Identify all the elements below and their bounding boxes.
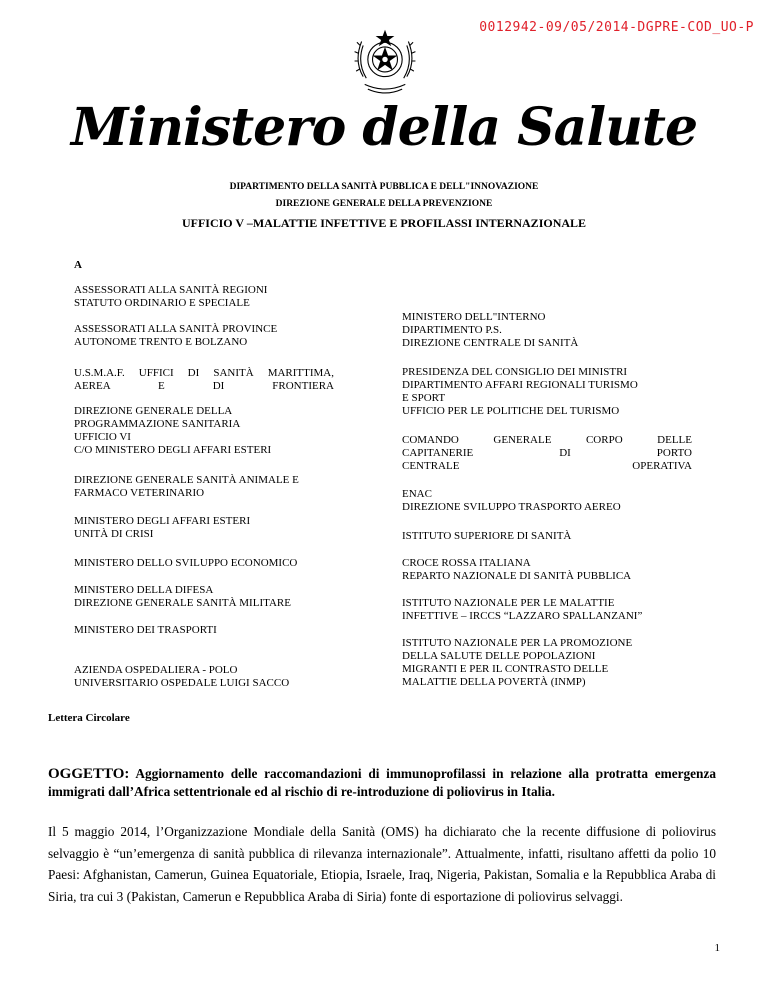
addressee: MINISTERO DELLO SVILUPPO ECONOMICO — [74, 557, 298, 569]
addressee: COMANDO GENERALE CORPO DELLE CAPITANERIE DI PORTO CENTRALE OPERATIVA — [402, 434, 692, 472]
addressee: ISTITUTO NAZIONALE PER LE MALATTIE INFETTIVE – IRCCS “LAZZARO SPALLANZANI” — [402, 597, 643, 622]
subject-paragraph — [48, 765, 716, 800]
subject-label: OGGETTO: — [48, 766, 130, 782]
italian-republic-emblem — [346, 22, 424, 100]
department-name: DIPARTIMENTO DELLA SANITÀ PUBBLICA E DELL"INNOVAZIONE — [229, 182, 539, 192]
addressee: DIREZIONE GENERALE SANITÀ ANIMALE E FARMACO VETERINARIO — [74, 474, 299, 499]
addressee: U.S.M.A.F. UFFICI DI SANITÀ MARITTIMA, AEREA E DI FRONTIERA — [74, 367, 334, 392]
addressee: DIREZIONE GENERALE DELLA PROGRAMMAZIONE SANITARIA UFFICIO VI C/O MINISTERO DEGLI AFFARI ESTERI — [74, 405, 272, 456]
addressees-label: A — [74, 259, 82, 271]
addressee: CROCE ROSSA ITALIANA REPARTO NAZIONALE DI SANITÀ PUBBLICA — [402, 557, 632, 582]
addressee: ASSESSORATI ALLA SANITÀ REGIONI STATUTO ORDINARIO E SPECIALE — [74, 284, 268, 309]
addressee: AZIENDA OSPEDALIERA - POLO UNIVERSITARIO OSPEDALE LUIGI SACCO — [74, 664, 290, 689]
office-name: UFFICIO V –MALATTIE INFETTIVE E PROFILASSI INTERNAZIONALE — [181, 216, 587, 230]
ministry-wordmark: Ministero della Salute — [70, 97, 698, 158]
protocol-number: 0012942-09/05/2014-DGPRE-COD_UO-P — [479, 20, 754, 35]
addressee: ENAC DIREZIONE SVILUPPO TRASPORTO AEREO — [402, 488, 621, 513]
directorate-name: DIREZIONE GENERALE DELLA PREVENZIONE — [275, 199, 493, 209]
addressee: MINISTERO DEGLI AFFARI ESTERI UNITÀ DI CRISI — [74, 515, 251, 540]
addressee: ISTITUTO SUPERIORE DI SANITÀ — [402, 530, 572, 542]
subject-text: Aggiornamento delle raccomandazioni di immunoprofilassi in relazione alla protratta emergenza immigrati dall’Africa settentrionale ed al rischio di re-introduzione di poliovirus in Italia. — [48, 766, 716, 799]
addressee: MINISTERO DELLA DIFESA DIREZIONE GENERALE SANITÀ MILITARE — [74, 584, 291, 609]
addressee: ISTITUTO NAZIONALE PER LA PROMOZIONE DELLA SALUTE DELLE POPOLAZIONI MIGRANTI E PER IL CONTRASTO DELLE MALATTIE DELLA POVERTÀ (INMP) — [402, 637, 633, 688]
addressee: ASSESSORATI ALLA SANITÀ PROVINCE AUTONOME TRENTO E BOLZANO — [74, 323, 278, 348]
addressee: MINISTERO DEI TRASPORTI — [74, 624, 217, 636]
addressee: MINISTERO DELL"INTERNO DIPARTIMENTO P.S. DIREZIONE CENTRALE DI SANITÀ — [402, 311, 579, 349]
page-number: 1 — [714, 942, 720, 954]
addressee: PRESIDENZA DEL CONSIGLIO DEI MINISTRI DIPARTIMENTO AFFARI REGIONALI TURISMO E SPORT UFFICIO PER LE POLITICHE DEL TURISMO — [402, 366, 638, 417]
body-paragraph: Il 5 maggio 2014, l’Organizzazione Mondiale della Sanità (OMS) ha dichiarato che la recente diffusione di poliovirus selvaggio è “un’emergenza di sanità pubblica di rilevanza internazionale”. Attualmente, infatti, risultano affetti da polio 10 Paesi: Afghanistan, Camerun, Guinea Equatoriale, Etiopia, Israele, Iraq, Nigeria, Pakistan, Somalia e la Repubblica Araba di Siria, tra cui 3 (Pakistan, Camerun e Repubblica Araba di Siria) fonte di esportazione di poliovirus selvaggi. — [48, 824, 716, 904]
letter-type: Lettera Circolare — [48, 712, 130, 724]
